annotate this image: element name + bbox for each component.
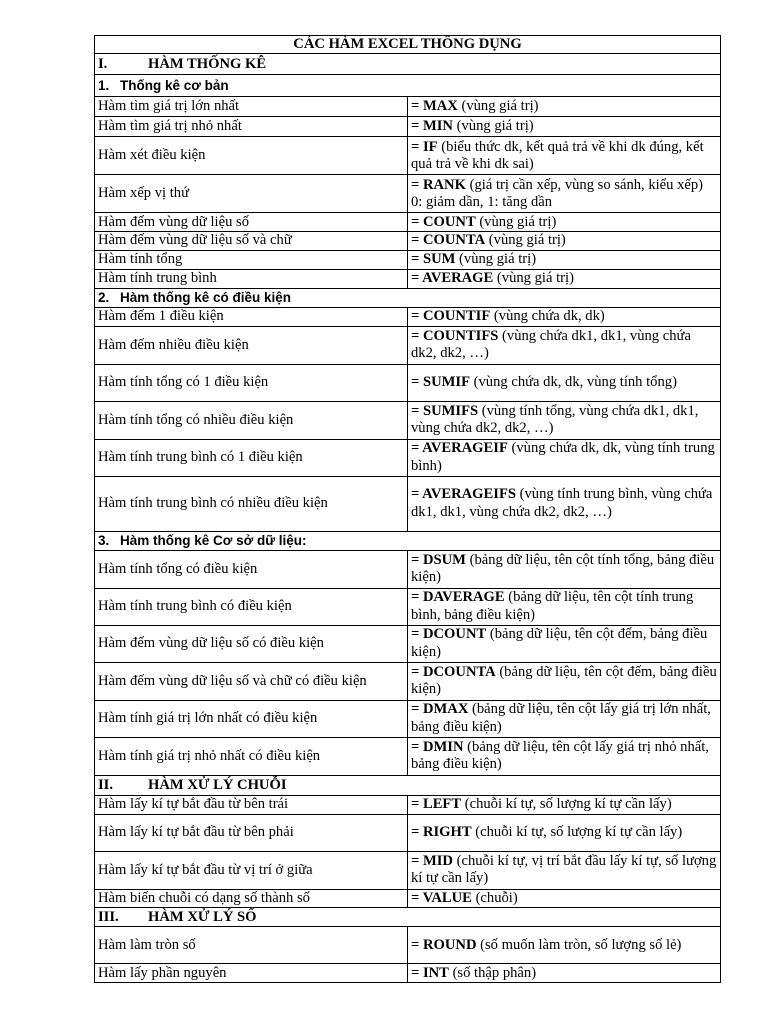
table-row [95, 588, 721, 625]
function-syntax [408, 213, 721, 232]
function-name: DSUM [422, 551, 466, 568]
function-description: Hàm tính trung bình [95, 269, 408, 288]
section-number: III. [98, 908, 119, 925]
table-row [95, 117, 721, 137]
function-name: VALUE [422, 889, 472, 906]
function-description: Hàm làm tròn số [95, 927, 408, 964]
function-description: Hàm xét điều kiện [95, 137, 408, 175]
function-name: COUNTIF [422, 308, 491, 325]
function-description: Hàm tính tổng có điều kiện [95, 550, 408, 588]
table-row [95, 737, 721, 775]
function-syntax [408, 326, 721, 364]
function-arguments: (vùng giá trị) [455, 251, 537, 268]
subsection-header-row [95, 75, 721, 97]
subsection-heading [95, 288, 721, 307]
function-syntax [408, 927, 721, 964]
section-number: I. [98, 55, 108, 72]
function-syntax [408, 175, 721, 213]
function-syntax [408, 625, 721, 662]
function-arguments: (bảng dữ liệu, tên cột lấy giá trị lớn nhất, bảng điều kiện) [411, 701, 711, 735]
function-arguments: (vùng tính tổng, vùng chứa dk1, dk1, vùng chứa dk2, dk2, …) [411, 402, 699, 437]
function-name: MIN [422, 118, 453, 135]
equals-sign: = [411, 138, 423, 155]
table-row [95, 213, 721, 232]
equals-sign: = [411, 270, 423, 287]
subsection-number: 2. [98, 290, 110, 306]
function-name: DCOUNTA [422, 663, 496, 680]
equals-sign: = [411, 796, 423, 813]
function-syntax [408, 307, 721, 326]
function-arguments: (chuỗi kí tự, số lượng kí tự cần lấy) [471, 824, 683, 841]
subsection-number: 3. [98, 533, 110, 549]
function-syntax [408, 439, 721, 476]
function-name: DMIN [422, 738, 464, 755]
equals-sign: = [411, 98, 423, 115]
equals-sign: = [411, 402, 423, 419]
subsection-number: 1. [98, 78, 110, 94]
function-name: COUNTA [422, 232, 486, 249]
function-name: COUNT [422, 213, 476, 230]
function-arguments: (số muốn làm tròn, số lượng số lẻ) [476, 936, 682, 953]
function-arguments: (biểu thức dk, kết quả trả về khi dk đúng, kết quả trả về khi dk sai) [411, 138, 704, 172]
subsection-heading [95, 75, 721, 97]
function-description: Hàm đếm vùng dữ liệu số [95, 213, 408, 232]
table-row [95, 476, 721, 531]
function-name: SUMIFS [422, 402, 479, 419]
subsection-title: Thống kê cơ bản [120, 78, 229, 94]
table-row [95, 700, 721, 737]
equals-sign: = [411, 889, 423, 906]
function-arguments: (vùng giá trị) [493, 270, 574, 287]
function-name: COUNTIFS [422, 327, 499, 344]
equals-sign: = [411, 701, 423, 718]
equals-sign: = [411, 738, 423, 755]
title-row [95, 36, 721, 54]
subsection-header-row [95, 531, 721, 550]
page-title: CÁC HÀM EXCEL THÔNG DỤNG [95, 36, 721, 54]
subsection-title: Hàm thống kê Cơ sở dữ liệu: [120, 533, 307, 549]
function-name: INT [422, 964, 449, 981]
section-heading [95, 908, 721, 927]
equals-sign: = [411, 118, 423, 135]
equals-sign: = [411, 663, 423, 680]
section-title: HÀM XỬ LÝ SỐ [148, 908, 257, 925]
equals-sign: = [411, 374, 423, 391]
function-description: Hàm biến chuỗi có dạng số thành số [95, 889, 408, 907]
subsection-heading [95, 531, 721, 550]
table-row [95, 927, 721, 964]
function-syntax [408, 814, 721, 851]
table-row [95, 795, 721, 814]
table-row [95, 326, 721, 364]
function-name: ROUND [422, 936, 477, 953]
table-row [95, 439, 721, 476]
function-arguments: (vùng giá trị) [485, 232, 566, 249]
function-syntax [408, 137, 721, 175]
function-arguments: (chuỗi kí tự, vị trí bắt đầu lấy kí tự, số lượng kí tự cần lấy) [411, 852, 717, 887]
section-heading [95, 775, 721, 795]
equals-sign: = [411, 486, 423, 503]
function-syntax [408, 588, 721, 625]
function-name: AVERAGEIF [422, 440, 508, 457]
function-syntax [408, 250, 721, 269]
function-name: SUMIF [422, 374, 470, 391]
function-name: LEFT [422, 796, 462, 813]
function-description: Hàm đếm vùng dữ liệu số và chữ có điều kiện [95, 662, 408, 700]
function-name: MAX [422, 98, 458, 115]
function-arguments: (giá trị cần xếp, vùng so sánh, kiểu xếp) 0: giảm dần, 1: tăng dần [411, 176, 704, 210]
function-name: AVERAGEIFS [422, 486, 516, 503]
function-syntax [408, 795, 721, 814]
section-title: HÀM XỬ LÝ CHUỖI [148, 776, 287, 793]
function-description: Hàm tính tổng có nhiều điều kiện [95, 401, 408, 439]
function-syntax [408, 700, 721, 737]
function-name: DMAX [422, 701, 469, 718]
function-syntax [408, 476, 721, 531]
function-description: Hàm tính trung bình có điều kiện [95, 588, 408, 625]
table-row [95, 97, 721, 117]
function-arguments: (vùng giá trị) [475, 213, 557, 230]
function-description: Hàm lấy kí tự bắt đầu từ bên trái [95, 795, 408, 814]
function-arguments: (vùng giá trị) [452, 118, 534, 135]
table-row [95, 550, 721, 588]
function-syntax [408, 662, 721, 700]
equals-sign: = [411, 440, 423, 457]
table-row [95, 814, 721, 851]
section-title: HÀM THỐNG KÊ [148, 55, 267, 72]
table-row [95, 401, 721, 439]
function-arguments: (bảng dữ liệu, tên cột tính tổng, bảng điều kiện) [411, 551, 715, 586]
function-arguments: (vùng chứa dk, dk) [490, 308, 605, 325]
function-syntax [408, 401, 721, 439]
section-header-row [95, 775, 721, 795]
equals-sign: = [411, 589, 423, 606]
function-description: Hàm tìm giá trị lớn nhất [95, 97, 408, 117]
function-description: Hàm tính tổng [95, 250, 408, 269]
equals-sign: = [411, 327, 423, 344]
section-header-row [95, 908, 721, 927]
table-row [95, 851, 721, 889]
function-syntax [408, 737, 721, 775]
function-name: SUM [422, 251, 456, 268]
function-name: DCOUNT [422, 626, 487, 643]
function-syntax [408, 851, 721, 889]
equals-sign: = [411, 232, 423, 249]
equals-sign: = [411, 824, 423, 841]
equals-sign: = [411, 964, 423, 981]
equals-sign: = [411, 213, 423, 230]
function-syntax [408, 117, 721, 137]
table-row [95, 364, 721, 401]
table-row [95, 307, 721, 326]
table-row [95, 269, 721, 288]
section-heading [95, 54, 721, 75]
function-description: Hàm đếm nhiều điều kiện [95, 326, 408, 364]
section-number: II. [98, 776, 114, 793]
function-syntax [408, 364, 721, 401]
function-name: IF [422, 138, 438, 155]
equals-sign: = [411, 936, 423, 953]
function-name: DAVERAGE [422, 589, 505, 606]
function-arguments: (bảng dữ liệu, tên cột lấy giá trị nhỏ nhất, bảng điều kiện) [411, 738, 709, 773]
function-arguments: (số thập phân) [448, 964, 537, 981]
table-body [95, 36, 721, 983]
function-syntax [408, 97, 721, 117]
function-syntax [408, 269, 721, 288]
function-arguments: (vùng chứa dk1, dk1, vùng chứa dk2, dk2, …) [411, 327, 691, 362]
section-header-row [95, 54, 721, 75]
function-description: Hàm tính giá trị nhỏ nhất có điều kiện [95, 737, 408, 775]
equals-sign: = [411, 626, 423, 643]
function-arguments: (vùng chứa dk, dk, vùng tính trung bình) [411, 440, 715, 474]
table-row [95, 625, 721, 662]
subsection-header-row [95, 288, 721, 307]
function-arguments: (vùng tính trung bình, vùng chứa dk1, dk1, vùng chứa dk2, dk2, …) [411, 486, 713, 520]
function-arguments: (vùng giá trị) [457, 98, 539, 115]
function-name: MID [422, 852, 453, 869]
function-description: Hàm lấy kí tự bắt đầu từ bên phải [95, 814, 408, 851]
function-arguments: (vùng chứa dk, dk, vùng tính tổng) [470, 374, 677, 391]
function-description: Hàm tìm giá trị nhỏ nhất [95, 117, 408, 137]
function-arguments: (chuỗi) [471, 889, 518, 906]
table-row [95, 889, 721, 907]
function-arguments: (bảng dữ liệu, tên cột đếm, bảng điều kiện) [411, 626, 708, 660]
function-arguments: (bảng dữ liệu, tên cột tính trung bình, bảng điều kiện) [411, 589, 694, 623]
function-description: Hàm tính tổng có 1 điều kiện [95, 364, 408, 401]
function-description: Hàm đếm 1 điều kiện [95, 307, 408, 326]
subsection-title: Hàm thống kê có điều kiện [120, 290, 292, 306]
function-description: Hàm tính giá trị lớn nhất có điều kiện [95, 700, 408, 737]
function-description: Hàm đếm vùng dữ liệu số và chữ [95, 232, 408, 250]
function-description: Hàm đếm vùng dữ liệu số có điều kiện [95, 625, 408, 662]
table-row [95, 175, 721, 213]
function-arguments: (chuỗi kí tự, số lượng kí tự cần lấy) [461, 796, 672, 813]
function-arguments: (bảng dữ liệu, tên cột đếm, bảng điều kiện) [411, 663, 717, 698]
function-description: Hàm tính trung bình có nhiều điều kiện [95, 476, 408, 531]
equals-sign: = [411, 852, 423, 869]
function-syntax [408, 550, 721, 588]
function-syntax [408, 889, 721, 907]
table-row [95, 964, 721, 983]
function-description: Hàm xếp vị thứ [95, 175, 408, 213]
function-description: Hàm tính trung bình có 1 điều kiện [95, 439, 408, 476]
function-description: Hàm lấy kí tự bắt đầu từ vị trí ở giữa [95, 851, 408, 889]
table-row [95, 232, 721, 250]
function-syntax [408, 964, 721, 983]
function-name: AVERAGE [422, 270, 494, 287]
equals-sign: = [411, 551, 423, 568]
equals-sign: = [411, 176, 423, 193]
table-row [95, 662, 721, 700]
function-description: Hàm lấy phần nguyên [95, 964, 408, 983]
function-name: RANK [422, 176, 466, 193]
equals-sign: = [411, 251, 423, 268]
table-row [95, 250, 721, 269]
table-row [95, 137, 721, 175]
function-name: RIGHT [422, 824, 472, 841]
equals-sign: = [411, 308, 423, 325]
function-syntax [408, 232, 721, 250]
excel-functions-table [94, 35, 721, 983]
